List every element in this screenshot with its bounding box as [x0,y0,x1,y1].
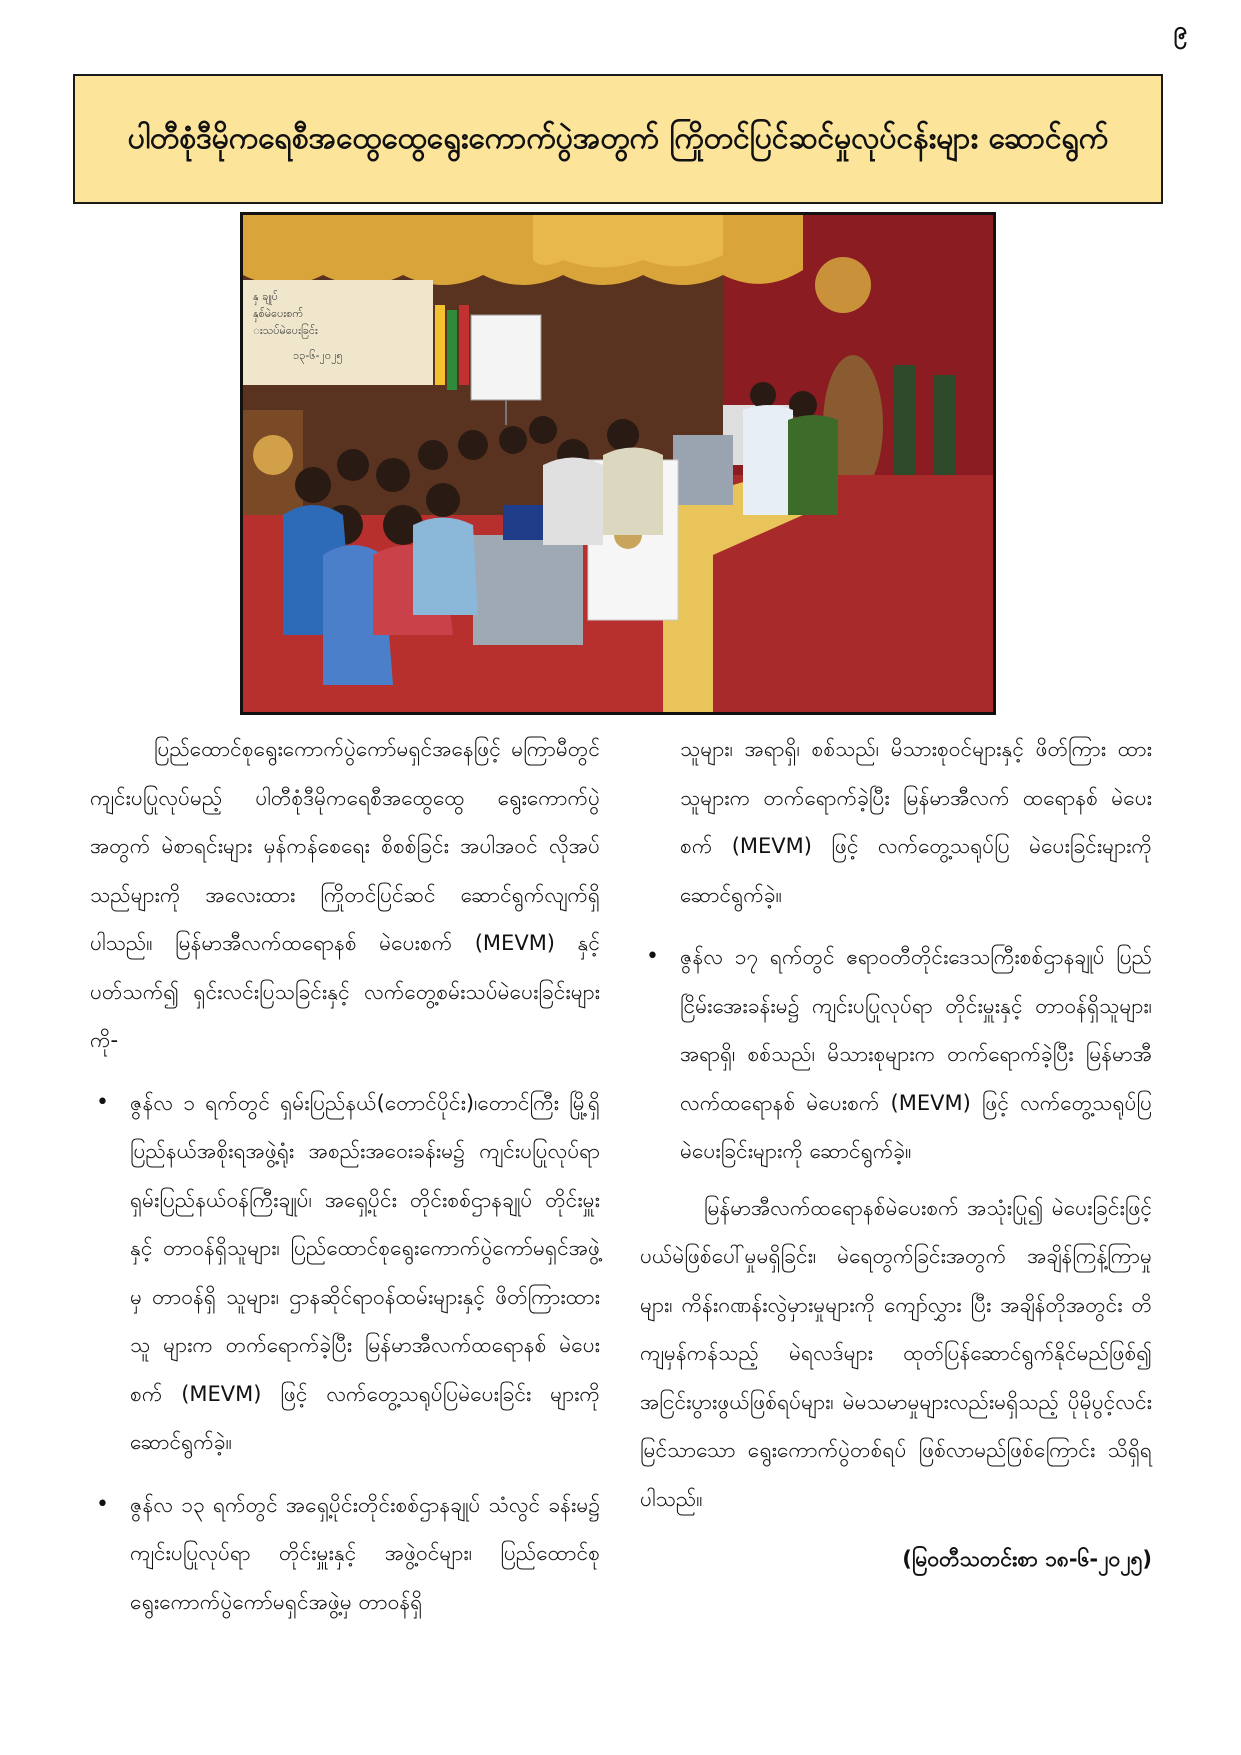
page-number: ၉ [1173,16,1187,44]
source-credit: (မြဝတီသတင်းစာ ၁၈-၆-၂၀၂၅) [902,1547,1152,1571]
bullet-item [90,1079,600,1467]
news-photo [240,212,996,715]
bullet-text: ဇွန်လ ၁ ရက်တွင် ရှမ်းပြည်နယ်(တောင်ပိုင်း)၊တောင်ကြီး မြို့ရှိ ပြည်နယ်အစိုးရအဖွဲ့ရုံး အစည်းအဝေးခန်းမ၌ ကျင်းပပြုလုပ်ရာ ရှမ်းပြည်နယ်ဝန်ကြီးချုပ်၊ အရှေ့ပိုင်း တိုင်းစစ်ဌာနချုပ် တိုင်းမှူးနှင့် တာဝန်ရှိသူများ၊ ပြည်ထောင်စုရွေးကောက်ပွဲကော်မရှင်အဖွဲ့မှ တာဝန်ရှိ သူများ၊ ဌာနဆိုင်ရာဝန်ထမ်းများနှင့် ဖိတ်ကြားထားသူ များက တက်ရောက်ခဲ့ပြီး မြန်မာအီလက်ထရောနစ် မဲပေးစက် (MEVM) ဖြင့် လက်တွေ့သရုပ်ပြမဲပေးခြင်း များကို ဆောင်ရွက်ခဲ့။ [130,1090,600,1454]
voting-demonstration-photo [243,215,993,712]
headline: ပါတီစုံဒီမိုကရေစီအထွေထွေရွေးကောက်ပွဲအတွက် ကြိုတင်ပြင်ဆင်မှုလုပ်ငန်းများ ဆောင်ရွက် [127,121,1109,157]
banner-line: းသပ်မဲပေးခြင်း [253,324,318,337]
bullet-text: ဇွန်လ ၁၃ ရက်တွင် အရှေ့ပိုင်းတိုင်းစစ်ဌာနချုပ် သံလွင် ခန်းမ၌ ကျင်းပပြုလုပ်ရာ တိုင်းမှူးနှင့် အဖွဲ့ဝင်များ၊ ပြည်ထောင်စုရွေးကောက်ပွဲကော်မရှင်အဖွဲ့မှ တာဝန်ရှိ [130,1492,600,1614]
headline-box [73,74,1163,204]
bullet-icon: • [646,944,659,969]
right-column [640,725,1152,1584]
continued-paragraph: သူများ၊ အရာရှိ၊ စစ်သည်၊ မိသားစုဝင်များနှင့် ဖိတ်ကြား ထားသူများက တက်ရောက်ခဲ့ပြီး မြန်မာအီလက် ထရောနစ် မဲပေးစက် (MEVM) ဖြင့် လက်တွေ့သရုပ်ပြ မဲပေးခြင်းများကို ဆောင်ရွက်ခဲ့။ [680,737,1152,907]
left-column [90,725,600,1626]
banner-line: နှစ်မဲပေးစက် [253,307,304,320]
banner-line: ၁၃-၆-၂၀၂၅ [293,349,343,362]
intro-paragraph: ပြည်ထောင်စုရွေးကောက်ပွဲကော်မရှင်အနေဖြင့် မကြာမီတွင် ကျင်းပပြုလုပ်မည့် ပါတီစုံဒီမိုကရေစီအထွေထွေ ရွေးကောက်ပွဲအတွက် မဲစာရင်းများ မှန်ကန်စေရေး စိစစ်ခြင်း အပါအဝင် လိုအပ်သည်များကို အလေးထား ကြိုတင်ပြင်ဆင် ဆောင်ရွက်လျက်ရှိပါသည်။ မြန်မာအီလက်ထရောနစ် မဲပေးစက် (MEVM) နှင့်ပတ်သက်၍ ရှင်းလင်းပြသခြင်းနှင့် လက်တွေ့စမ်းသပ်မဲပေးခြင်းများကို- [90,737,600,1052]
bullet-text: ဇွန်လ ၁၇ ရက်တွင် ဧရာဝတီတိုင်းဒေသကြီးစစ်ဌာနချုပ် ပြည်ငြိမ်းအေးခန်းမ၌ ကျင်းပပြုလုပ်ရာ တိုင်းမှူးနှင့် တာဝန်ရှိသူများ၊ အရာရှိ၊ စစ်သည်၊ မိသားစုများက တက်ရောက်ခဲ့ပြီး မြန်မာအီလက်ထရောနစ် မဲပေးစက် (MEVM) ဖြင့် လက်တွေ့သရုပ်ပြ မဲပေးခြင်းများကို ဆောင်ရွက်ခဲ့။ [680,945,1152,1163]
bullet-item [90,1481,600,1627]
banner-line: နှ ချုပ် [253,290,278,303]
bullet-icon: • [96,1491,109,1517]
bullet-item [640,933,1152,1176]
closing-paragraph: မြန်မာအီလက်ထရောနစ်မဲပေးစက် အသုံးပြု၍ မဲပေးခြင်းဖြင့် ပယ်မဲဖြစ်ပေါ်မှုမရှိခြင်း၊ မဲရေတွက်ခြင်းအတွက် အချိန်ကြန့်ကြာမှုများ၊ ကိန်းဂဏန်းလွဲမှားမှုများကို ကျော်လွှား ပြီး အချိန်တိုအတွင်း တိကျမှန်ကန်သည့် မဲရလဒ်များ ထုတ်ပြန်ဆောင်ရွက်နိုင်မည်ဖြစ်၍ အငြင်းပွားဖွယ်ဖြစ်ရပ်များ၊ မဲမသမာမှုများလည်းမရှိသည့် ပိုမိုပွင့်လင်းမြင်သာသော ရွေးကောက်ပွဲတစ်ရပ် ဖြစ်လာမည်ဖြစ်ကြောင်း သိရှိရပါသည်။ [640,1195,1152,1511]
bullet-icon: • [96,1089,109,1115]
